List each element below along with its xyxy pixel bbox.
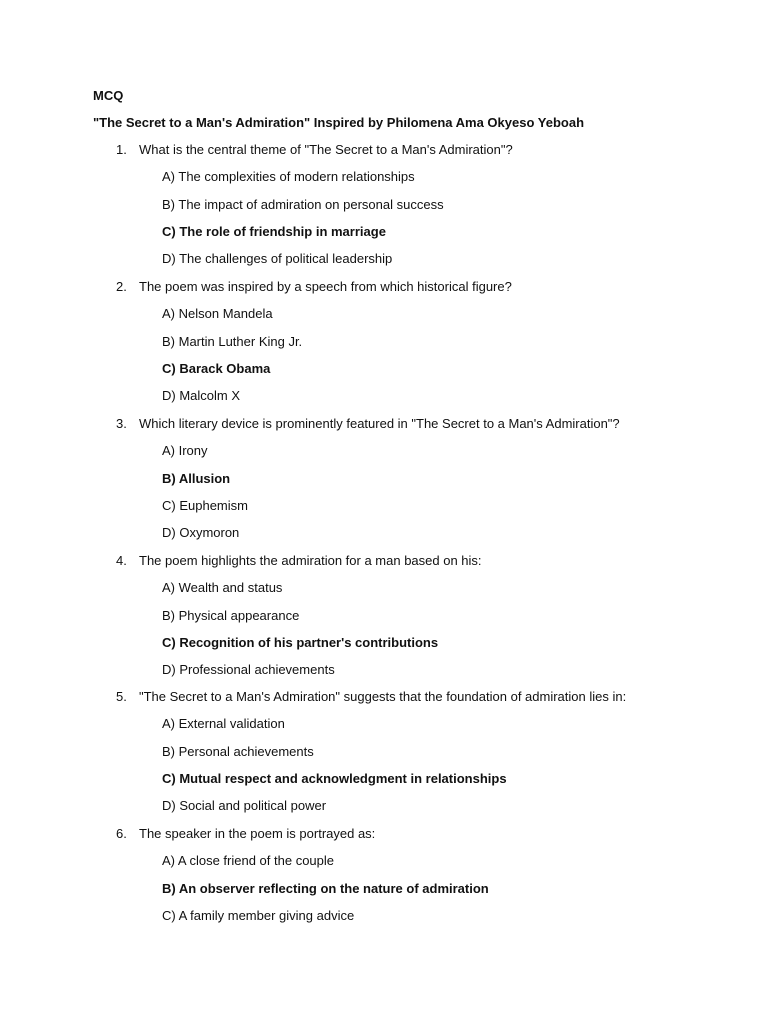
question-number: 3. bbox=[116, 416, 127, 431]
answer-option-correct: B) An observer reflecting on the nature of admiration bbox=[162, 881, 489, 896]
answer-option-correct: C) The role of friendship in marriage bbox=[162, 224, 386, 239]
answer-option-correct: C) Recognition of his partner's contributions bbox=[162, 635, 439, 650]
question-number: 1. bbox=[116, 142, 127, 157]
question-number: 4. bbox=[116, 553, 127, 568]
answer-option: D) Social and political power bbox=[162, 798, 327, 813]
answer-option: B) Personal achievements bbox=[162, 744, 314, 759]
question-text: The poem was inspired by a speech from which historical figure? bbox=[139, 279, 512, 294]
answer-option: D) The challenges of political leadership bbox=[162, 251, 393, 266]
answer-option: D) Professional achievements bbox=[162, 662, 335, 677]
answer-option: A) External validation bbox=[162, 716, 285, 731]
question-text: What is the central theme of "The Secret to a Man's Admiration"? bbox=[139, 142, 513, 157]
answer-option: A) Wealth and status bbox=[162, 580, 283, 595]
answer-option: A) Irony bbox=[162, 443, 208, 458]
heading: MCQ bbox=[93, 88, 124, 103]
question-number: 2. bbox=[116, 279, 127, 294]
answer-option-correct: C) Mutual respect and acknowledgment in relationships bbox=[162, 771, 507, 786]
answer-option: D) Malcolm X bbox=[162, 388, 241, 403]
question-text: The speaker in the poem is portrayed as: bbox=[139, 826, 376, 841]
answer-option: B) Physical appearance bbox=[162, 608, 300, 623]
answer-option: B) The impact of admiration on personal success bbox=[162, 197, 444, 212]
answer-option: D) Oxymoron bbox=[162, 525, 240, 540]
answer-option: C) Euphemism bbox=[162, 498, 248, 513]
question-number: 6. bbox=[116, 826, 127, 841]
document-title: "The Secret to a Man's Admiration" Inspired by Philomena Ama Okyeso Yeboah bbox=[93, 115, 585, 130]
question-text: Which literary device is prominently featured in "The Secret to a Man's Admiration"? bbox=[139, 416, 620, 431]
answer-option: A) Nelson Mandela bbox=[162, 306, 273, 321]
answer-option: A) A close friend of the couple bbox=[162, 853, 334, 868]
question-number: 5. bbox=[116, 689, 127, 704]
answer-option: C) A family member giving advice bbox=[162, 908, 355, 923]
question-text: The poem highlights the admiration for a man based on his: bbox=[139, 553, 482, 568]
answer-option: A) The complexities of modern relationships bbox=[162, 169, 415, 184]
answer-option-correct: C) Barack Obama bbox=[162, 361, 271, 376]
question-text: "The Secret to a Man's Admiration" suggests that the foundation of admiration lies in: bbox=[139, 689, 627, 704]
answer-option-correct: B) Allusion bbox=[162, 471, 231, 486]
answer-option: B) Martin Luther King Jr. bbox=[162, 334, 303, 349]
